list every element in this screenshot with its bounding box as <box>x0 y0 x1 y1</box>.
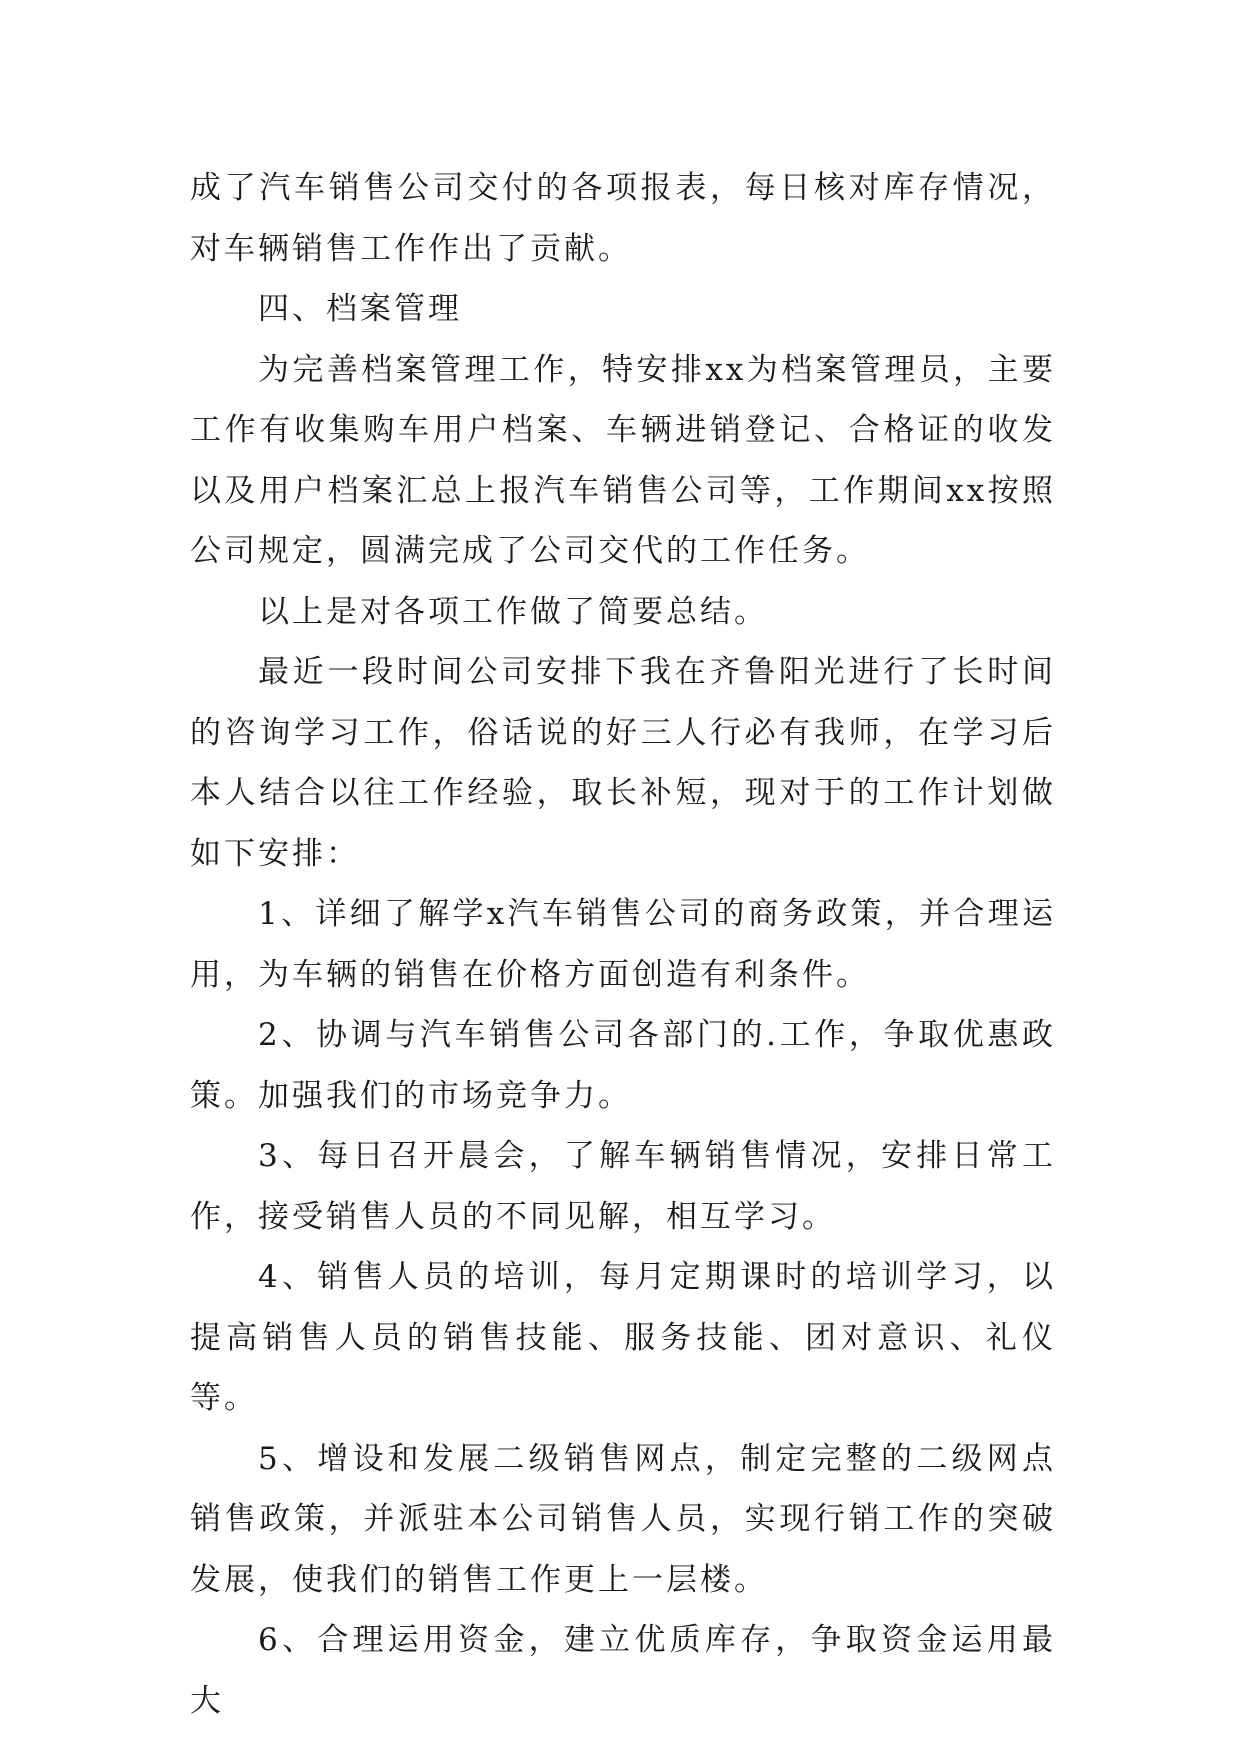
paragraph-continuation: 成了汽车销售公司交付的各项报表，每日核对库存情况，对车辆销售工作作出了贡献。 <box>190 170 1056 267</box>
paragraph-summary: 以上是对各项工作做了简要总结。 <box>258 593 768 630</box>
plan-item-3: 3、每日召开晨会，了解车辆销售情况，安排日常工作，接受销售人员的不同见解，相互学习。 <box>190 1138 1056 1235</box>
section-heading-archive-management: 四、档案管理 <box>258 291 462 327</box>
plan-item-5: 5、增设和发展二级销售网点，制定完整的二级网点销售政策，并派驻本公司销售人员，实现行销工作的突破发展，使我们的销售工作更上一层楼。 <box>190 1440 1056 1598</box>
plan-item-4: 4、销售人员的培训，每月定期课时的培训学习，以提高销售人员的销售技能、服务技能、团对意识、礼仪等。 <box>190 1259 1056 1416</box>
document-body <box>190 158 1056 1731</box>
plan-item-6: 6、合理运用资金，建立优质库存，争取资金运用最大 <box>190 1622 1056 1719</box>
paragraph-work-plan-intro: 最近一段时间公司安排下我在齐鲁阳光进行了长时间的咨询学习工作，俗话说的好三人行必有我师，在学习后本人结合以往工作经验，取长补短，现对于的工作计划做如下安排： <box>190 654 1056 872</box>
plan-item-1: 1、详细了解学x汽车销售公司的商务政策，并合理运用，为车辆的销售在价格方面创造有利条件。 <box>190 896 1056 993</box>
plan-item-2: 2、协调与汽车销售公司各部门的.工作，争取优惠政策。加强我们的市场竞争力。 <box>190 1017 1056 1114</box>
paragraph-archive-management: 为完善档案管理工作，特安排xx为档案管理员，主要工作有收集购车用户档案、车辆进销登记、合格证的收发以及用户档案汇总上报汽车销售公司等，工作期间xx按照公司规定，圆满完成了公司交代的工作任务。 <box>190 351 1056 569</box>
